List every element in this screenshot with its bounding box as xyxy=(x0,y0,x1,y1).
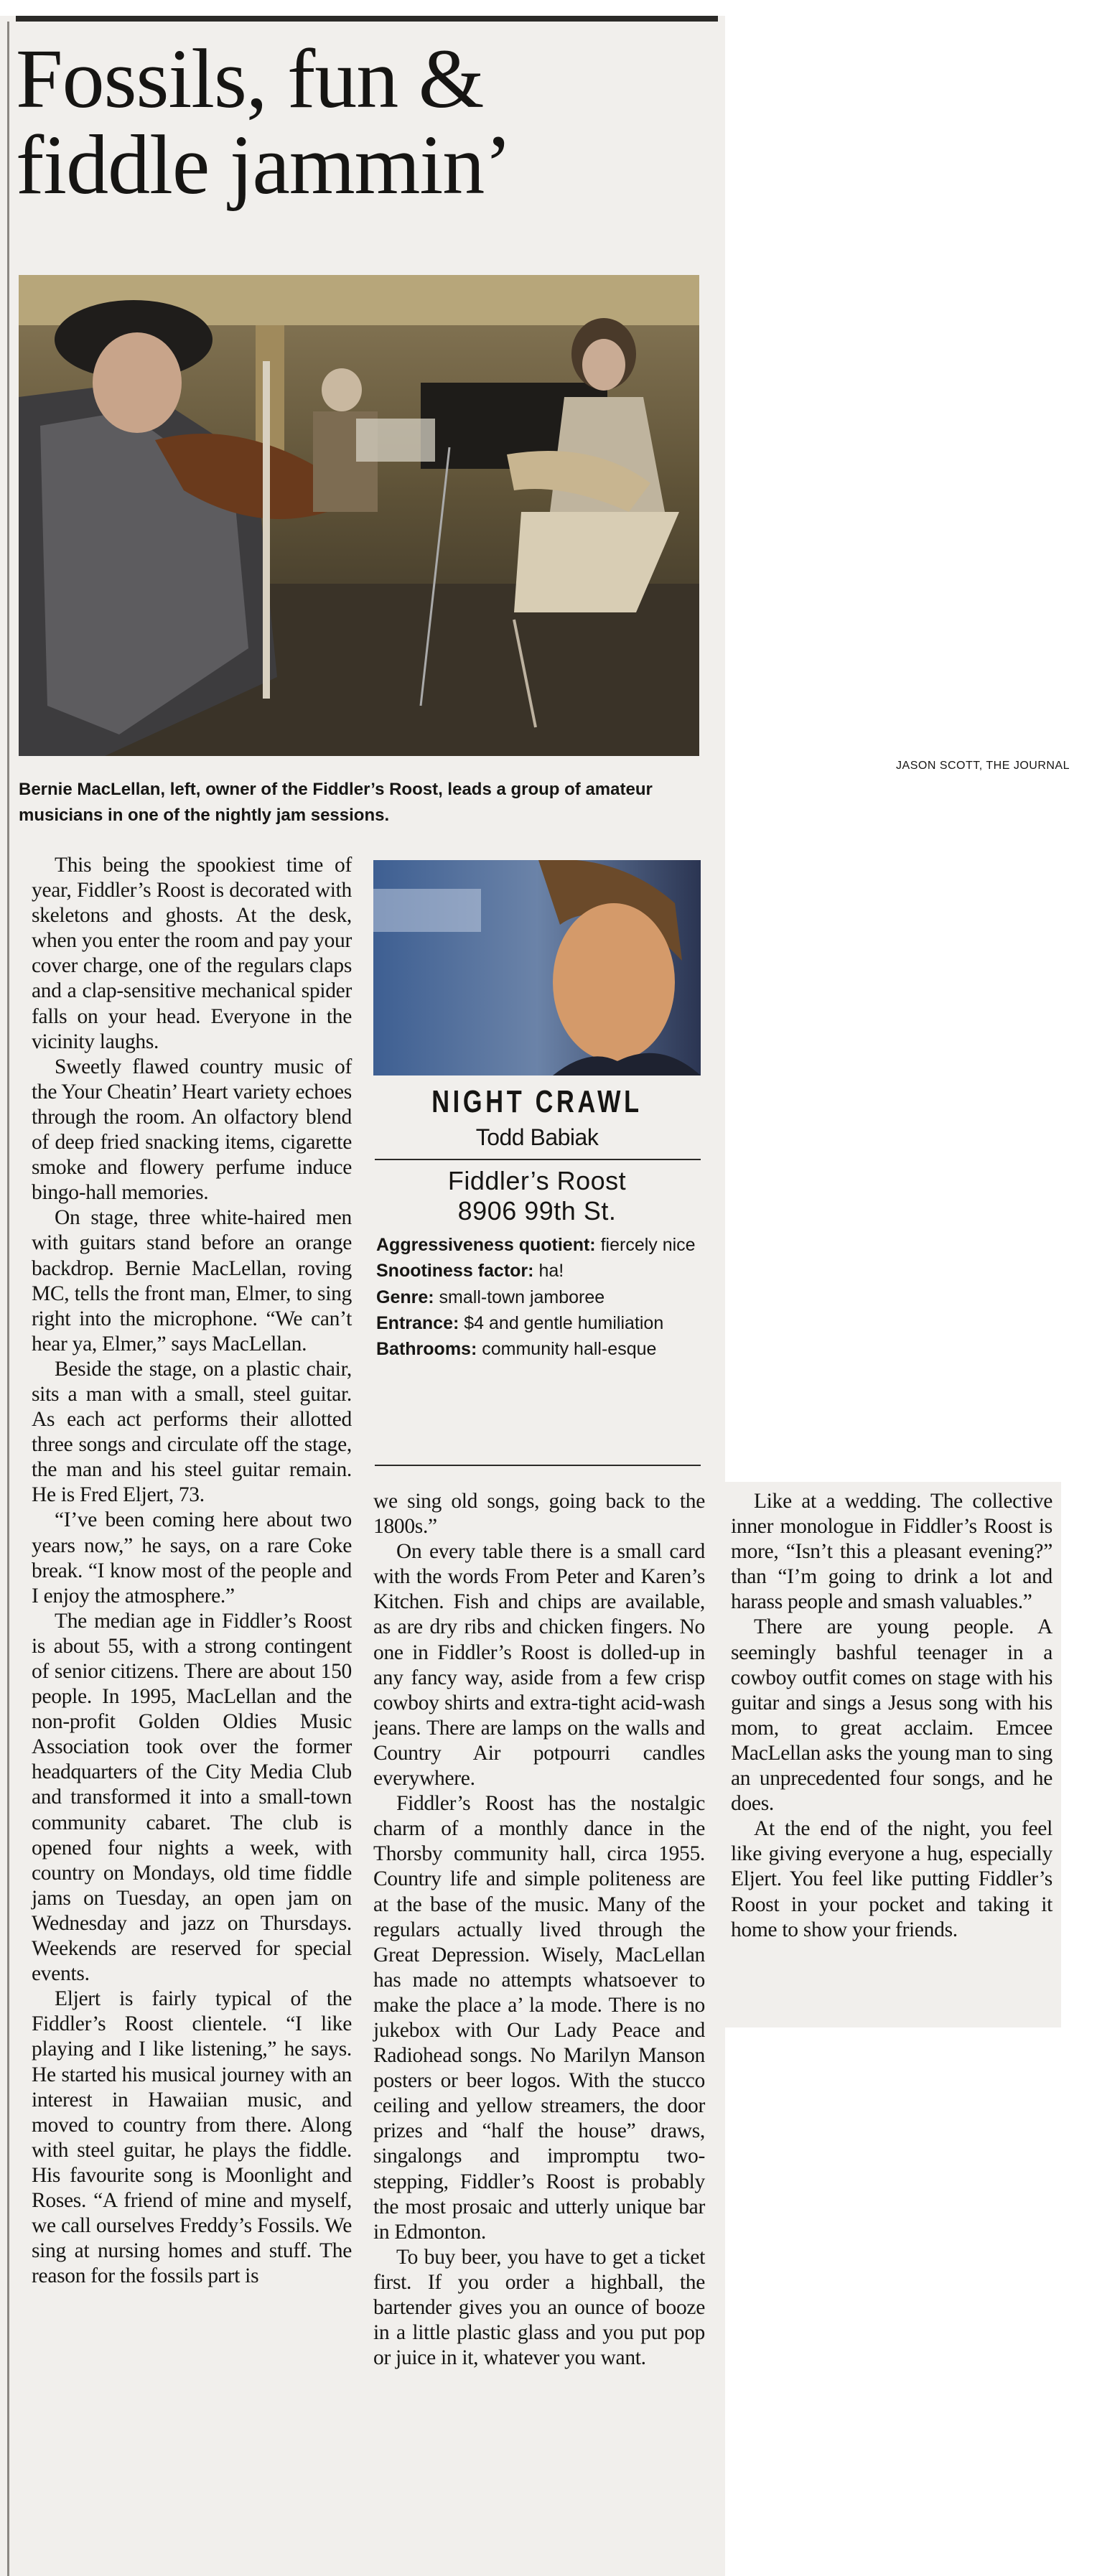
photo-caption: Bernie MacLellan, left, owner of the Fiddler’s Roost, leads a group of amateur musicians in one of the nightly jam sessions. xyxy=(19,780,653,825)
fact-label: Snootiness factor: xyxy=(376,1261,534,1282)
fact-label: Aggressiveness quotient: xyxy=(376,1235,596,1255)
venue-name: Fiddler’s Roost xyxy=(447,1166,627,1195)
paragraph: we sing old songs, going back to the 1800s.” xyxy=(373,1490,705,1539)
headline-line-1: Fossils, fun & xyxy=(16,32,484,126)
clipping-edge xyxy=(7,22,9,2576)
fact-value: ha! xyxy=(538,1261,564,1282)
fact-item xyxy=(376,1310,701,1336)
fact-label: Genre: xyxy=(376,1287,434,1307)
top-rule xyxy=(16,16,718,22)
venue-address: 8906 99th St. xyxy=(457,1196,617,1226)
paragraph: Beside the stage, on a plastic chair, sits a man with a small, steel guitar. As each act performs their allotted three songs and circulate off the stage, the man and his steel guitar remain. He is Fred Eljert, 73. xyxy=(32,1357,352,1507)
fact-box xyxy=(376,1232,701,1362)
headline-line-2: fiddle jammin’ xyxy=(16,118,512,213)
fact-label: Entrance: xyxy=(376,1312,459,1333)
article-column-2 xyxy=(373,1489,705,2371)
headline xyxy=(16,32,705,213)
paragraph: On every table there is a small card with the words From Peter and Karen’s Kitchen. Fish and chips are available, as are dry ribs and chicken fingers. No one in Fiddler’s Roost is dolled-up in any fancy way, aside from a few crisp cowboy shirts and extra-tight acid-wash jeans. There are lamps on the walls and Country Air potpourri candles everywhere. xyxy=(373,1540,705,1791)
photo-credit: JASON SCOTT, THE JOURNAL xyxy=(896,760,1070,772)
paragraph: This being the spookiest time of year, Fiddler’s Roost is decorated with skeletons and ghosts. At the desk, when you enter the room and pay your cover charge, one of the regulars claps and a clap-sensitive mechanical spider falls on your head. Everyone in the vicinity laughs. xyxy=(32,854,352,1053)
article-column-3 xyxy=(731,1489,1052,1943)
fact-value: community hall-esque xyxy=(482,1339,657,1359)
paragraph: On stage, three white-haired men with guitars stand before an orange backdrop. Bernie MacLellan, roving MC, tells the front man, Elmer, to sing right into the microphone. “We can’t hear ya, Elmer,” says MacLellan. xyxy=(32,1206,352,1355)
paragraph: At the end of the night, you feel like giving everyone a hug, especially Eljert. You feel like putting Fiddler’s Roost in your pocket and taking it home to show your friends. xyxy=(731,1817,1052,1941)
column-author: Todd Babiak xyxy=(475,1124,599,1150)
paragraph: There are young people. A seemingly bashful teenager in a cowboy outfit comes on stage with his guitar and sings a Jesus song with his mom, to great acclaim. Emcee MacLellan asks the young man to sing an unprecedented four songs, and he does. xyxy=(731,1615,1052,1816)
paragraph: “I’ve been coming here about two years now,” he says, on a rare Coke break. “I know most of the people and I enjoy the atmosphere.” xyxy=(32,1508,352,1607)
divider xyxy=(375,1465,701,1466)
fact-label: Bathrooms: xyxy=(376,1339,477,1359)
column-title: NIGHT CRAWL xyxy=(431,1084,643,1119)
author-portrait xyxy=(373,860,701,1075)
paragraph: To buy beer, you have to get a ticket first. If you order a highball, the bartender gives you an ounce of booze in a little plastic glass and you put pop or juice in it, whatever you want. xyxy=(373,2245,705,2370)
fact-item xyxy=(376,1232,701,1258)
divider xyxy=(375,1159,701,1160)
article-column-1 xyxy=(32,853,352,2289)
fact-value: fiercely nice xyxy=(600,1235,696,1255)
fact-item xyxy=(376,1284,701,1310)
fact-value: small-town jamboree xyxy=(439,1287,605,1307)
paragraph: Sweetly flawed country music of the Your Cheatin’ Heart variety echoes through the room. An olfactory blend of deep fried snacking items, cigarette smoke and flowery perfume induce bingo-hall memories. xyxy=(32,1055,352,1205)
fact-item xyxy=(376,1258,701,1284)
paragraph: Eljert is fairly typical of the Fiddler’s Roost clientele. “I like playing and I like listening,” he says. He started his musical journey with an interest in Hawaiian music, and moved to country from there. Along with steel guitar, he plays the fiddle. His favourite song is Moonlight and Roses. “A friend of mine and myself, we call ourselves Freddy’s Fossils. We sing at nursing homes and stuff. The reason for the fossils part is xyxy=(32,1987,352,2288)
jam-session-photo xyxy=(19,275,699,756)
paragraph: The median age in Fiddler’s Roost is about 55, with a strong contingent of senior citizens. There are about 150 people. In 1995, MacLellan and the non-profit Golden Oldies Music Association took over the former headquarters of the City Media Club and transformed it into a small-town community cabaret. The club is opened four nights a week, with country on Mondays, old time fiddle jams on Tuesday, an open jam on Wednesday and jazz on Thursdays. Weekends are reserved for special events. xyxy=(32,1609,352,1986)
fact-value: $4 and gentle humiliation xyxy=(464,1312,664,1333)
paragraph: Like at a wedding. The collective inner monologue in Fiddler’s Roost is more, “Isn’t this a pleasant evening?” than “I’m going to drink a lot and harass people and smash valuables.” xyxy=(731,1490,1052,1614)
fact-item xyxy=(376,1336,701,1362)
paragraph: Fiddler’s Roost has the nostalgic charm of a monthly dance in the Thorsby community hall, circa 1955. Country life and simple politeness are at the base of the music. Many of the regulars actually lived through the Great Depression. Wisely, MacLellan has made no attempts whatsoever to make the place a’ la mode. There is no jukebox with Our Lady Peace and Radiohead songs. No Marilyn Manson posters or beer logos. With the stucco ceiling and yellow streamers, the door prizes and “half the house” draws, singalongs and impromptu two-stepping, Fiddler’s Roost is probably the most prosaic and utterly unique bar in Edmonton. xyxy=(373,1792,705,2244)
